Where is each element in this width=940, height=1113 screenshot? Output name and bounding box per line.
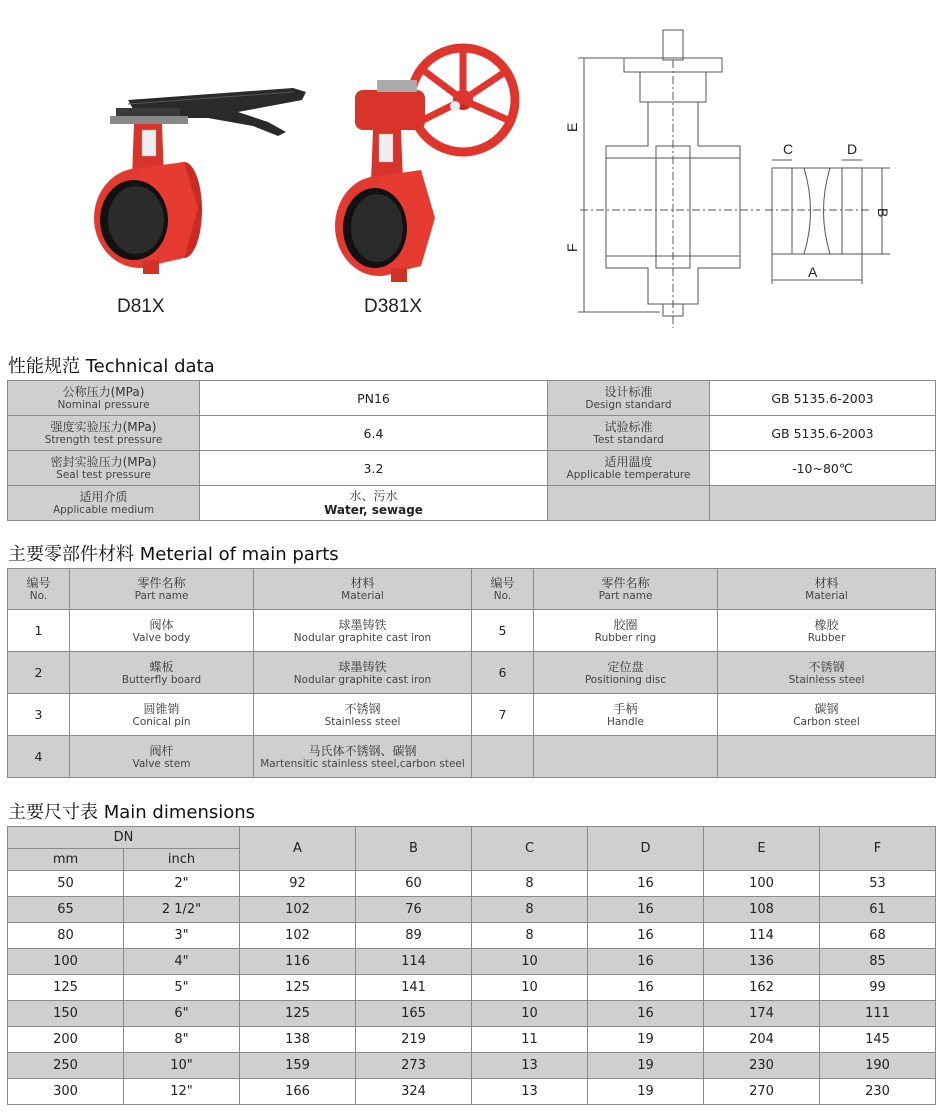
dims-row (8, 1001, 936, 1027)
part-no: 1 (8, 610, 70, 652)
part-name-en: Butterfly board (121, 673, 202, 686)
dims-cell-b: 219 (356, 1027, 472, 1053)
dims-cell-e: 162 (704, 975, 820, 1001)
header-b: B (356, 827, 472, 871)
dims-cell-b: 273 (356, 1053, 472, 1079)
parts-table (7, 568, 936, 778)
part-no: 3 (8, 694, 70, 736)
diagram-label-b: B (875, 208, 891, 218)
tech-label-en: Test standard (593, 434, 664, 446)
dims-cell-mm: 150 (8, 1001, 124, 1027)
dims-cell-e: 204 (704, 1027, 820, 1053)
dims-cell-f: 145 (820, 1027, 936, 1053)
diagram-label-c: C (783, 141, 794, 157)
dims-row (8, 949, 936, 975)
tech-label-en: Design standard (585, 399, 672, 411)
dims-cell-c: 13 (472, 1053, 588, 1079)
tech-row (8, 486, 936, 521)
part-material-en: Martensitic stainless steel,carbon steel (260, 757, 465, 770)
dims-cell-c: 13 (472, 1079, 588, 1105)
dims-row (8, 897, 936, 923)
header-e: E (704, 827, 820, 871)
tech-value: -10~80℃ (710, 451, 936, 486)
dims-cell-b: 76 (356, 897, 472, 923)
dims-cell-f: 230 (820, 1079, 936, 1105)
parts-empty-cell (534, 736, 718, 778)
dims-row (8, 1079, 936, 1105)
header-name-cn: 零件名称 (137, 576, 186, 590)
part-material-en: Nodular graphite cast iron (293, 673, 432, 686)
dims-row (8, 923, 936, 949)
dims-cell-b: 60 (356, 871, 472, 897)
dims-row (8, 871, 936, 897)
dims-cell-mm: 65 (8, 897, 124, 923)
tech-section-title: 性能规范 Technical data (8, 356, 215, 377)
parts-section-title: 主要零部件材料 Meterial of main parts (8, 544, 339, 565)
dims-cell-d: 16 (588, 897, 704, 923)
tech-empty-cell (710, 486, 936, 521)
part-material-cn: 球墨铸铁 (338, 617, 387, 632)
part-material-en: Rubber (807, 631, 846, 644)
part-name-en: Positioning disc (584, 673, 667, 686)
part-name-cn: 胶圈 (613, 617, 638, 632)
dims-cell-e: 114 (704, 923, 820, 949)
part-name-en: Conical pin (132, 715, 191, 728)
dims-table (7, 826, 936, 1105)
dims-cell-d: 19 (588, 1027, 704, 1053)
part-no: 6 (472, 652, 534, 694)
part-material-en: Stainless steel (788, 673, 865, 686)
dims-cell-d: 16 (588, 871, 704, 897)
dims-cell-mm: 100 (8, 949, 124, 975)
part-name-cn: 定位盘 (607, 659, 644, 674)
header-c: C (472, 827, 588, 871)
diagram-label-a: A (808, 264, 818, 280)
valve-d81x-photo (88, 78, 313, 288)
dims-cell-inch: 10" (124, 1053, 240, 1079)
tech-label-cn: 密封实验压力(MPa) (50, 455, 157, 469)
dims-cell-d: 16 (588, 923, 704, 949)
tech-label-en: Nominal pressure (57, 399, 150, 411)
dims-cell-c: 10 (472, 1001, 588, 1027)
parts-row (8, 610, 936, 652)
tech-value: 3.2 (200, 451, 548, 486)
dims-header-row (8, 827, 936, 849)
dims-cell-a: 138 (240, 1027, 356, 1053)
dims-cell-e: 108 (704, 897, 820, 923)
dims-cell-a: 102 (240, 897, 356, 923)
tech-value-en: Water, sewage (324, 503, 423, 517)
part-no: 5 (472, 610, 534, 652)
part-name-cn: 蝶板 (149, 659, 174, 674)
tech-value-cn: 水、污水 (349, 489, 398, 503)
header-material-cn: 材料 (350, 576, 375, 590)
dims-cell-a: 166 (240, 1079, 356, 1105)
part-no: 7 (472, 694, 534, 736)
dims-cell-f: 99 (820, 975, 936, 1001)
part-material-cn: 马氏体不锈钢、碳钢 (308, 743, 417, 758)
part-name-en: Rubber ring (594, 631, 657, 644)
dims-cell-f: 85 (820, 949, 936, 975)
header-material-en: Material (805, 590, 848, 602)
dims-cell-d: 16 (588, 1001, 704, 1027)
header-no-en: No. (493, 590, 512, 602)
header-no-en: No. (29, 590, 48, 602)
dims-cell-inch: 12" (124, 1079, 240, 1105)
valve-d381x-photo (335, 42, 525, 287)
tech-value: GB 5135.6-2003 (710, 416, 936, 451)
part-material-cn: 球墨铸铁 (338, 659, 387, 674)
parts-row (8, 736, 936, 778)
header-mm: mm (8, 849, 124, 871)
diagram-label-d: D (847, 141, 858, 157)
parts-row (8, 652, 936, 694)
dims-cell-c: 8 (472, 923, 588, 949)
dimension-diagram (560, 28, 910, 333)
dims-row (8, 1053, 936, 1079)
tech-label-en: Seal test pressure (56, 469, 151, 481)
diagram-label-e: E (564, 122, 580, 132)
product-header (0, 0, 940, 340)
tech-empty-cell (548, 486, 710, 521)
model-caption-d381x: D381X (364, 296, 423, 317)
tech-label-cn: 公称压力(MPa) (62, 385, 145, 399)
tech-label-en: Applicable temperature (566, 469, 691, 481)
tech-label-cn: 强度实验压力(MPa) (50, 420, 157, 434)
dims-cell-mm: 300 (8, 1079, 124, 1105)
header-material-cn: 材料 (814, 576, 839, 590)
header-no-cn: 编号 (490, 576, 515, 590)
tech-table (7, 380, 936, 521)
dims-cell-d: 16 (588, 975, 704, 1001)
dims-cell-e: 100 (704, 871, 820, 897)
tech-value: PN16 (200, 381, 548, 416)
dims-cell-inch: 3" (124, 923, 240, 949)
dims-cell-f: 68 (820, 923, 936, 949)
dims-cell-a: 125 (240, 1001, 356, 1027)
dims-cell-e: 270 (704, 1079, 820, 1105)
dims-cell-a: 125 (240, 975, 356, 1001)
dims-cell-inch: 2" (124, 871, 240, 897)
header-dn: DN (8, 827, 240, 849)
dims-cell-e: 136 (704, 949, 820, 975)
tech-label-en: Applicable medium (52, 504, 155, 516)
dims-cell-mm: 125 (8, 975, 124, 1001)
header-name-en: Part name (134, 590, 189, 602)
tech-row (8, 381, 936, 416)
dims-body (8, 871, 936, 1105)
header-inch: inch (124, 849, 240, 871)
dims-cell-c: 10 (472, 949, 588, 975)
part-name-cn: 圆锥销 (143, 701, 180, 716)
model-caption-d81x: D81X (117, 296, 165, 317)
part-name-en: Valve body (132, 631, 191, 644)
dims-section-title: 主要尺寸表 Main dimensions (8, 802, 256, 823)
part-name-cn: 手柄 (613, 701, 638, 716)
dims-cell-mm: 250 (8, 1053, 124, 1079)
dims-cell-mm: 80 (8, 923, 124, 949)
dims-cell-inch: 5" (124, 975, 240, 1001)
dims-cell-e: 174 (704, 1001, 820, 1027)
tech-value: 6.4 (200, 416, 548, 451)
dims-cell-b: 89 (356, 923, 472, 949)
dims-cell-d: 16 (588, 949, 704, 975)
header-name-cn: 零件名称 (601, 576, 650, 590)
dims-cell-mm: 200 (8, 1027, 124, 1053)
part-no: 4 (8, 736, 70, 778)
header-name-en: Part name (598, 590, 653, 602)
part-name-en: Handle (606, 715, 645, 728)
header-a: A (240, 827, 356, 871)
part-name-cn: 阀体 (149, 617, 174, 632)
tech-value: GB 5135.6-2003 (710, 381, 936, 416)
tech-row (8, 416, 936, 451)
dims-cell-a: 102 (240, 923, 356, 949)
dims-cell-f: 53 (820, 871, 936, 897)
part-material-cn: 不锈钢 (808, 659, 845, 674)
tech-label-cn: 试验标准 (604, 420, 653, 434)
dims-cell-a: 159 (240, 1053, 356, 1079)
dims-cell-f: 111 (820, 1001, 936, 1027)
dims-row (8, 975, 936, 1001)
tech-row (8, 451, 936, 486)
parts-empty-cell (472, 736, 534, 778)
parts-row (8, 694, 936, 736)
tech-label-cn: 适用温度 (604, 455, 653, 469)
part-name-en: Valve stem (132, 757, 191, 770)
part-material-cn: 橡胶 (814, 617, 839, 632)
dims-cell-a: 92 (240, 871, 356, 897)
tech-label-cn: 适用介质 (79, 490, 128, 504)
part-material-en: Carbon steel (793, 715, 860, 728)
header-material-en: Material (341, 590, 384, 602)
header-f: F (820, 827, 936, 871)
dims-cell-c: 8 (472, 871, 588, 897)
part-material-en: Stainless steel (324, 715, 401, 728)
parts-header-row (8, 569, 936, 610)
dims-cell-c: 11 (472, 1027, 588, 1053)
dims-cell-e: 230 (704, 1053, 820, 1079)
part-material-cn: 不锈钢 (344, 701, 381, 716)
header-d: D (588, 827, 704, 871)
dims-cell-b: 141 (356, 975, 472, 1001)
dims-cell-a: 116 (240, 949, 356, 975)
dims-cell-b: 165 (356, 1001, 472, 1027)
diagram-label-f: F (564, 243, 580, 252)
dims-cell-b: 324 (356, 1079, 472, 1105)
part-material-en: Nodular graphite cast iron (293, 631, 432, 644)
dims-cell-f: 61 (820, 897, 936, 923)
dims-cell-inch: 6" (124, 1001, 240, 1027)
dims-cell-d: 19 (588, 1053, 704, 1079)
dims-cell-c: 10 (472, 975, 588, 1001)
dims-cell-b: 114 (356, 949, 472, 975)
part-material-cn: 碳钢 (814, 701, 839, 716)
dims-cell-c: 8 (472, 897, 588, 923)
part-name-cn: 阀杆 (149, 743, 174, 758)
dims-cell-f: 190 (820, 1053, 936, 1079)
dims-cell-d: 19 (588, 1079, 704, 1105)
dims-cell-mm: 50 (8, 871, 124, 897)
tech-label-cn: 设计标准 (604, 385, 653, 399)
part-no: 2 (8, 652, 70, 694)
dims-cell-inch: 2 1/2" (124, 897, 240, 923)
dims-row (8, 1027, 936, 1053)
parts-empty-cell (718, 736, 936, 778)
dims-cell-inch: 8" (124, 1027, 240, 1053)
header-no-cn: 编号 (26, 576, 51, 590)
tech-label-en: Strength test pressure (44, 434, 163, 446)
dims-cell-inch: 4" (124, 949, 240, 975)
